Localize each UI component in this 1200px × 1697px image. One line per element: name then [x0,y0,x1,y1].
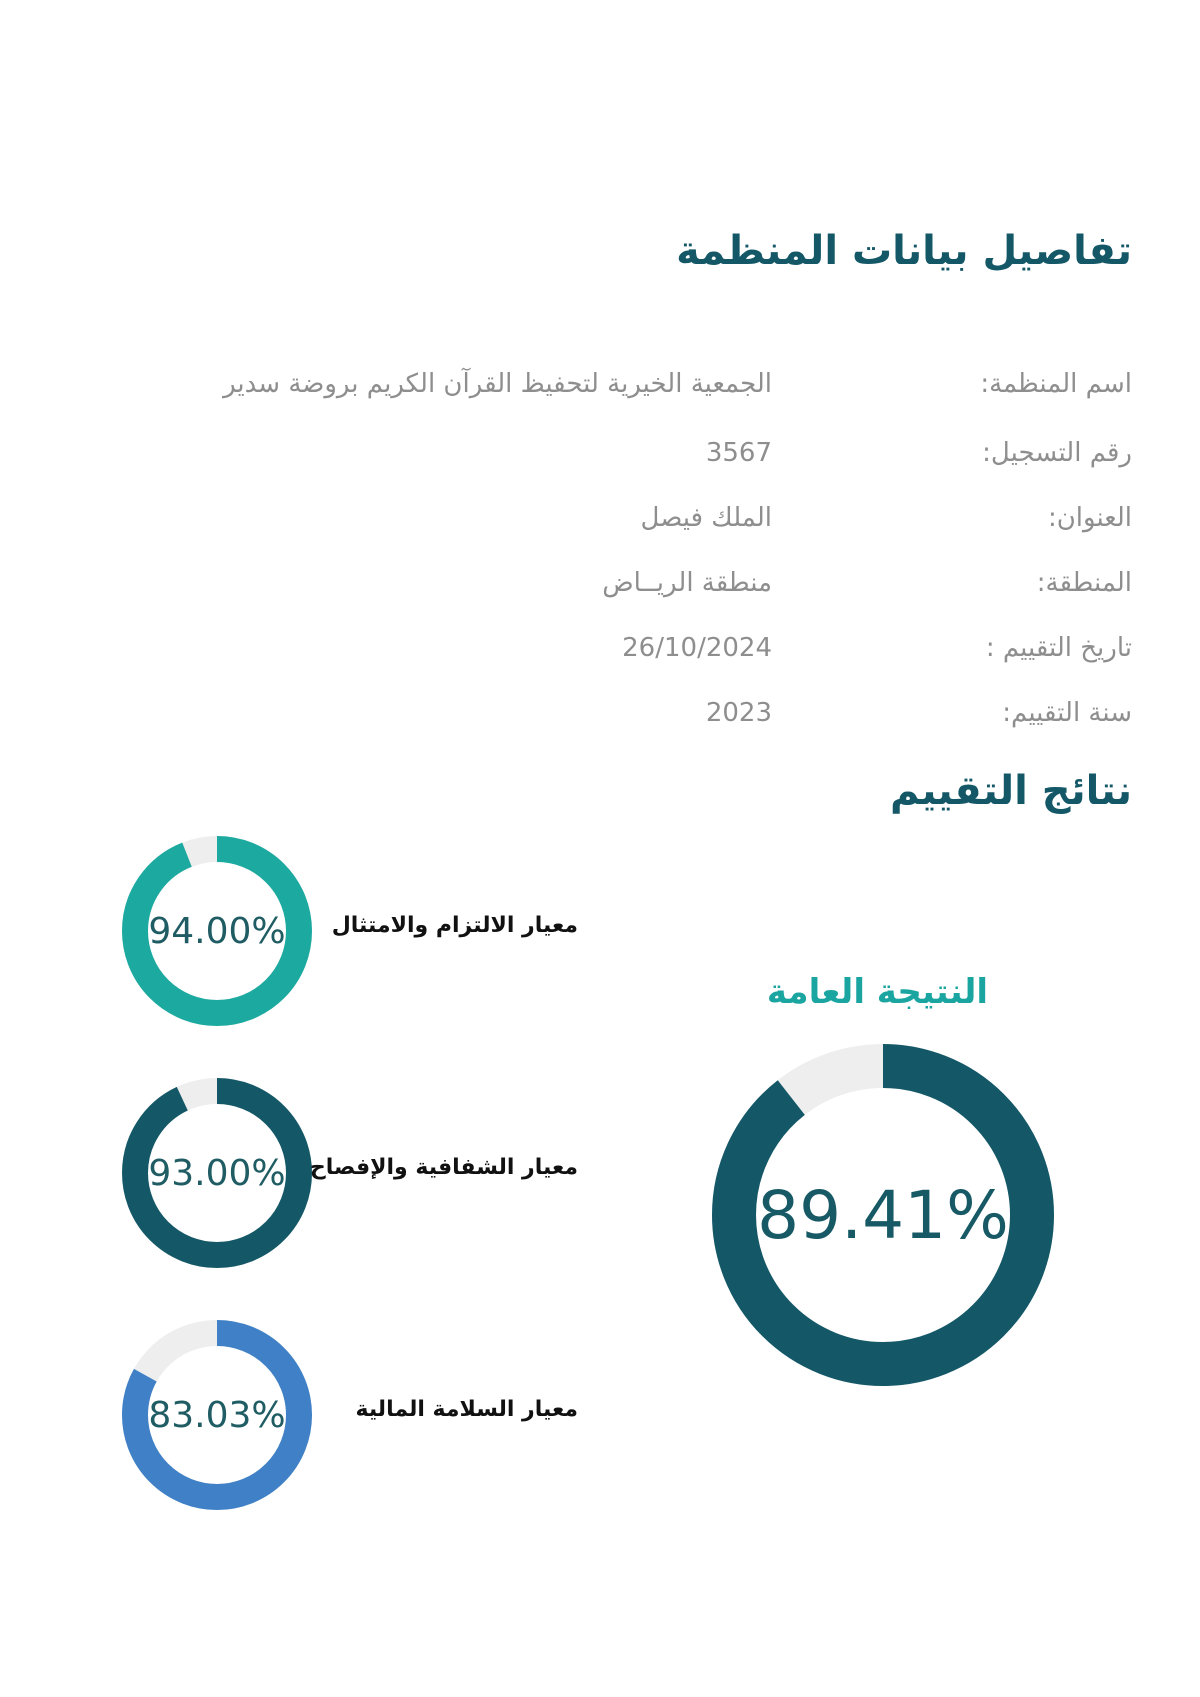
financial-safety-ring [122,1320,312,1510]
info-value: الجمعية الخيرية لتحفيظ القرآن الكريم بروضة سدير [223,369,772,399]
info-label: المنطقة: [1036,567,1132,598]
organization-details-title: تفاصيل بيانات المنظمة [676,228,1132,274]
info-row-organization-name [212,348,1132,420]
info-value: 3567 [705,437,772,468]
financial-safety-value: 83.03% [148,1394,286,1436]
info-label: اسم المنظمة: [980,369,1132,399]
transparency-ring [122,1078,312,1268]
info-label: تاريخ التقييم : [985,632,1132,663]
evaluation-results-title: نتائج التقييم [889,768,1132,814]
info-value: الملك فيصل [640,502,772,533]
financial-safety-criterion-label: معيار السلامة المالية [355,1397,578,1422]
compliance-criterion-label: معيار الالتزام والامتثال [331,913,578,938]
info-row-region [212,550,1132,615]
info-row-evaluation-year [212,680,1132,745]
overall-result-value: 89.41% [757,1176,1009,1254]
transparency-criterion-label: معيار الشفافية والإفصاح [309,1155,578,1180]
organization-info-table [212,348,1132,745]
info-row-address [212,485,1132,550]
info-row-evaluation-date [212,615,1132,680]
compliance-value: 94.00% [148,910,286,952]
info-label: العنوان: [1047,502,1132,533]
overall-result-label: النتيجة العامة [766,972,988,1012]
info-label: رقم التسجيل: [982,437,1132,468]
transparency-value: 93.00% [148,1152,286,1194]
info-value: منطقة الريــاض [602,567,772,598]
info-label: سنة التقييم: [1002,697,1132,728]
overall-result-ring [712,1044,1054,1386]
info-row-registration-number [212,420,1132,485]
compliance-ring [122,836,312,1026]
info-value: 26/10/2024 [622,632,772,663]
info-value: 2023 [705,697,772,728]
